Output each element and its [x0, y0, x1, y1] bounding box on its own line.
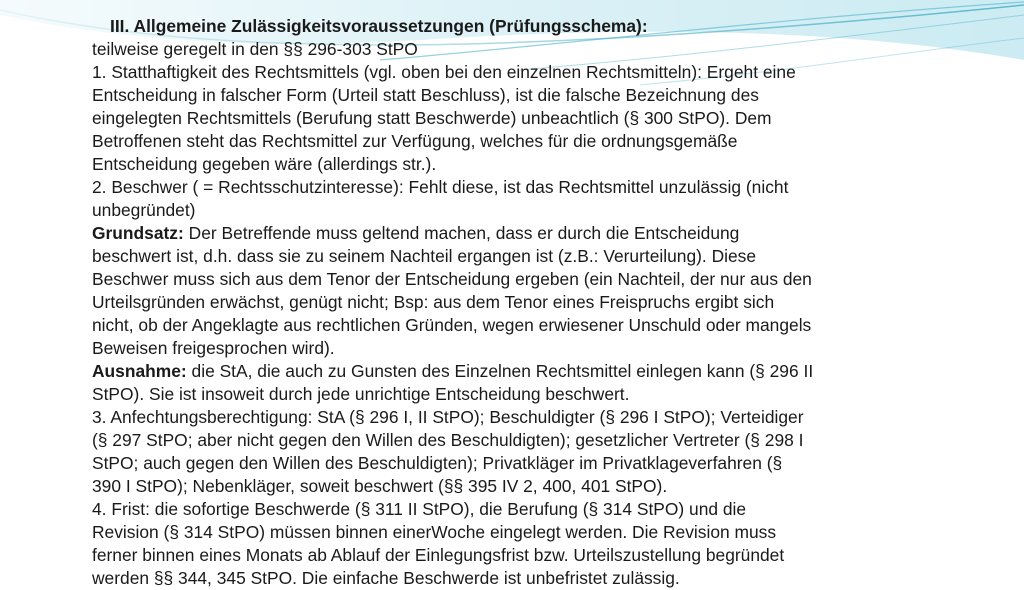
content-line [92, 383, 902, 406]
bold-term: Ausnahme: [92, 361, 187, 381]
line-text: Betroffenen steht das Rechtsmittel zur Verfügung, welches für die ordnungsgemäße [92, 131, 738, 151]
content-line [92, 498, 902, 521]
content-line [92, 222, 902, 245]
bold-term: Grundsatz: [92, 223, 184, 243]
content-line [92, 130, 902, 153]
content-line [92, 153, 902, 176]
content-line [92, 337, 902, 360]
line-text: 1. Statthaftigkeit des Rechtsmittels (vgl. oben bei den einzelnen Rechtsmitteln): Ergeht eine [92, 62, 796, 82]
line-text: Der Betreffende muss geltend machen, dass er durch die Entscheidung [183, 223, 740, 243]
content-line [92, 84, 902, 107]
line-text: (§ 297 StPO; aber nicht gegen den Willen des Beschuldigten); gesetzlicher Vertreter (§ 298 I [92, 430, 804, 450]
line-text: nicht, ob der Angeklagte aus rechtlichen Gründen, wegen erwiesener Unschuld oder mangels [92, 315, 812, 335]
line-text: die StA, die auch zu Gunsten des Einzelnen Rechtsmittel einlegen kann (§ 296 II [186, 361, 814, 381]
content-line [92, 107, 902, 130]
content-line [92, 314, 902, 337]
line-text: ferner binnen eines Monats ab Ablauf der Einlegungsfrist bzw. Urteilszustellung begründet [92, 545, 785, 565]
line-text: Revision (§ 314 StPO) müssen binnen einerWoche eingelegt werden. Die Revision muss [92, 522, 777, 542]
line-text: teilweise geregelt in den §§ 296-303 StPO [92, 39, 418, 59]
content-line [92, 61, 902, 84]
content-line [92, 38, 902, 61]
line-text: beschwert ist, d.h. dass sie zu seinem Nachteil ergangen ist (z.B.: Verurteilung). Diese [92, 246, 757, 266]
line-text: werden §§ 344, 345 StPO. Die einfache Beschwerde ist unbefristet zulässig. [92, 568, 680, 588]
content-line [92, 176, 902, 199]
line-text: 390 I StPO); Nebenkläger, soweit beschwert (§§ 395 IV 2, 400, 401 StPO). [92, 476, 668, 496]
line-text: StPO; auch gegen den Willen des Beschuldigten); Privatkläger im Privatklageverfahren (§ [92, 453, 783, 473]
content-line [92, 245, 902, 268]
content-line [92, 544, 902, 567]
slide-body [92, 15, 902, 590]
content-line [92, 268, 902, 291]
line-text: unbegründet) [92, 200, 196, 220]
content-line [92, 360, 902, 383]
content-line [92, 521, 902, 544]
line-text: 3. Anfechtungsberechtigung: StA (§ 296 I, II StPO); Beschuldigter (§ 296 I StPO); Verteidiger [92, 407, 804, 427]
line-text: Entscheidung in falscher Form (Urteil statt Beschluss), ist die falsche Bezeichnung des [92, 85, 759, 105]
line-text: StPO). Sie ist insoweit durch jede unrichtige Entscheidung beschwert. [92, 384, 630, 404]
slide-title: III. Allgemeine Zulässigkeitsvoraussetzungen (Prüfungsschema): [110, 16, 648, 36]
content-line [92, 429, 902, 452]
line-text: Beschwer muss sich aus dem Tenor der Entscheidung ergeben (ein Nachteil, der nur aus den [92, 269, 812, 289]
content-line [92, 452, 902, 475]
content-line [92, 199, 902, 222]
content-lines [92, 38, 902, 590]
content-line [92, 567, 902, 590]
content-line [92, 475, 902, 498]
line-text: Beweisen freigesprochen wird). [92, 338, 335, 358]
line-text: Urteilsgründen erwächst, genügt nicht; Bsp: aus dem Tenor eines Freispruchs ergibt sich [92, 292, 775, 312]
line-text: 4. Frist: die sofortige Beschwerde (§ 311 II StPO), die Berufung (§ 314 StPO) und die [92, 499, 747, 519]
line-text: Entscheidung gegeben wäre (allerdings str.). [92, 154, 437, 174]
line-text: eingelegten Rechtsmittels (Berufung statt Beschwerde) unbeachtlich (§ 300 StPO). Dem [92, 108, 772, 128]
content-line [92, 291, 902, 314]
line-text: 2. Beschwer ( = Rechtsschutzinteresse): Fehlt diese, ist das Rechtsmittel unzulässig (nicht [92, 177, 789, 197]
content-line [92, 406, 902, 429]
